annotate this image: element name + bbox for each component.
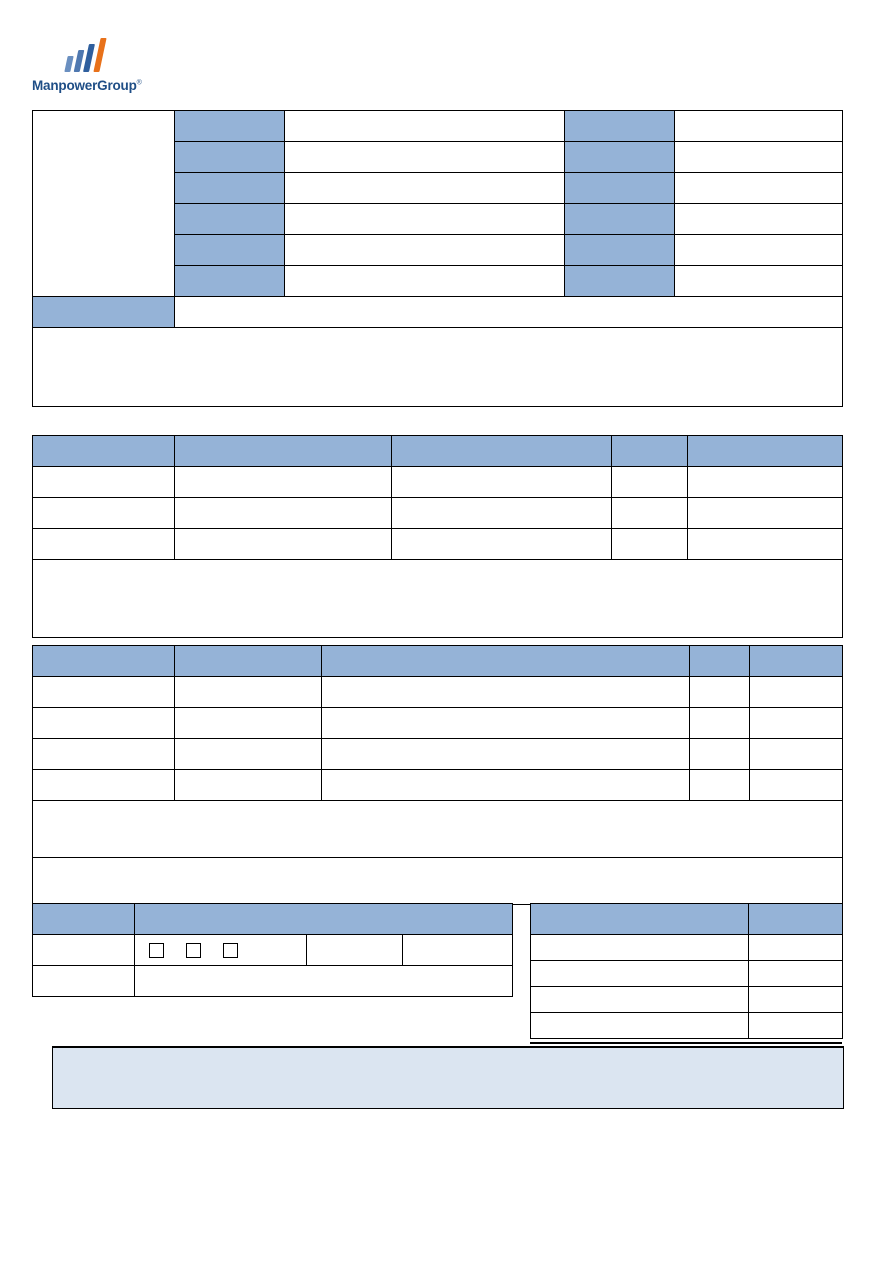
logo-wordmark [32, 78, 152, 93]
role-cell-r1c4[interactable] [612, 467, 688, 498]
role-cell-r2c4[interactable] [612, 498, 688, 529]
contacts-cell-r2c2[interactable] [175, 708, 322, 739]
identity-value2-1[interactable] [675, 111, 843, 142]
bottom-divider [530, 1042, 842, 1044]
identity-value-5[interactable] [285, 235, 565, 266]
contacts-header-5 [750, 646, 843, 677]
manpowergroup-logo [32, 36, 152, 106]
table-row [33, 560, 843, 638]
identity-value2-4[interactable] [675, 204, 843, 235]
contacts-cell-r4c2[interactable] [175, 770, 322, 801]
contacts-header-3 [322, 646, 690, 677]
identity-table [32, 110, 843, 407]
identity-value-1[interactable] [285, 111, 565, 142]
role-cell-r1c1[interactable] [33, 467, 175, 498]
role-header-1 [33, 436, 175, 467]
bottom-right-header-1 [531, 904, 749, 935]
checkbox-group [135, 935, 307, 966]
summary-label [33, 297, 175, 328]
contacts-cell-r3c4[interactable] [690, 739, 750, 770]
table-row [33, 935, 513, 966]
table-row [33, 904, 513, 935]
bottom-left-header-value [135, 904, 513, 935]
table-row [531, 935, 843, 961]
contacts-cell-r2c3[interactable] [322, 708, 690, 739]
role-cell-r3c5[interactable] [688, 529, 843, 560]
role-cell-r3c4[interactable] [612, 529, 688, 560]
identity-label-5 [175, 235, 285, 266]
contacts-cell-r4c3[interactable] [322, 770, 690, 801]
table-row [33, 467, 843, 498]
identity-notes[interactable] [33, 328, 843, 407]
contacts-cell-r2c5[interactable] [750, 708, 843, 739]
identity-value2-6[interactable] [675, 266, 843, 297]
bottom-left-row2-label [33, 966, 135, 997]
contacts-cell-r3c5[interactable] [750, 739, 843, 770]
identity-value2-5[interactable] [675, 235, 843, 266]
bottom-right-cell-r4c2[interactable] [749, 1013, 843, 1039]
bottom-right-cell-r2c1[interactable] [531, 961, 749, 987]
contacts-cell-r2c1[interactable] [33, 708, 175, 739]
contacts-cell-r1c2[interactable] [175, 677, 322, 708]
checkbox-option-1[interactable] [149, 943, 164, 958]
table-row [33, 436, 843, 467]
identity-label-2 [175, 142, 285, 173]
bottom-left-table [32, 903, 513, 997]
table-row [33, 328, 843, 407]
contacts-cell-r4c4[interactable] [690, 770, 750, 801]
bottom-left-row1-right[interactable] [403, 935, 513, 966]
contacts-notes-1[interactable] [33, 801, 843, 858]
contacts-header-1 [33, 646, 175, 677]
checkbox-option-3[interactable] [223, 943, 238, 958]
identity-value-4[interactable] [285, 204, 565, 235]
role-cell-r3c3[interactable] [392, 529, 612, 560]
identity-label2-3 [565, 173, 675, 204]
role-header-4 [612, 436, 688, 467]
role-cell-r2c1[interactable] [33, 498, 175, 529]
identity-label2-5 [565, 235, 675, 266]
role-header-2 [175, 436, 392, 467]
identity-label2-4 [565, 204, 675, 235]
bottom-left-row2-value[interactable] [135, 966, 513, 997]
logo-trademark: ® [136, 79, 142, 87]
table-row [531, 1013, 843, 1039]
table-row [33, 739, 843, 770]
role-cell-r2c2[interactable] [175, 498, 392, 529]
identity-label2-6 [565, 266, 675, 297]
contacts-cell-r3c2[interactable] [175, 739, 322, 770]
bottom-right-cell-r1c2[interactable] [749, 935, 843, 961]
table-row [33, 858, 843, 905]
identity-label2-2 [565, 142, 675, 173]
bottom-right-cell-r3c1[interactable] [531, 987, 749, 1013]
table-row [33, 677, 843, 708]
role-cell-r2c5[interactable] [688, 498, 843, 529]
table-row [531, 904, 843, 935]
role-header-3 [392, 436, 612, 467]
table-row [33, 770, 843, 801]
role-cell-r3c1[interactable] [33, 529, 175, 560]
table-row [33, 966, 513, 997]
contacts-cell-r3c3[interactable] [322, 739, 690, 770]
contacts-cell-r1c1[interactable] [33, 677, 175, 708]
table-row [33, 801, 843, 858]
identity-value2-2[interactable] [675, 142, 843, 173]
identity-photo-cell[interactable] [33, 111, 175, 297]
table-row [33, 646, 843, 677]
table-row [33, 708, 843, 739]
identity-label-3 [175, 173, 285, 204]
role-cell-r3c2[interactable] [175, 529, 392, 560]
role-cell-r1c2[interactable] [175, 467, 392, 498]
bottom-left-row1-mid[interactable] [307, 935, 403, 966]
role-notes[interactable] [33, 560, 843, 638]
table-row [531, 987, 843, 1013]
checkbox-option-2[interactable] [186, 943, 201, 958]
footer-note-text [53, 1048, 843, 1064]
contacts-cell-r2c4[interactable] [690, 708, 750, 739]
bottom-right-cell-r3c2[interactable] [749, 987, 843, 1013]
bottom-right-header-2 [749, 904, 843, 935]
contacts-cell-r3c1[interactable] [33, 739, 175, 770]
summary-value[interactable] [175, 297, 843, 328]
contacts-cell-r1c3[interactable] [322, 677, 690, 708]
role-header-5 [688, 436, 843, 467]
identity-label-4 [175, 204, 285, 235]
identity-value2-3[interactable] [675, 173, 843, 204]
identity-label2-1 [565, 111, 675, 142]
bottom-right-table [530, 903, 843, 1039]
table-row [33, 529, 843, 560]
bottom-left-row1-label [33, 935, 135, 966]
identity-value-6[interactable] [285, 266, 565, 297]
contacts-cell-r4c1[interactable] [33, 770, 175, 801]
table-row [33, 297, 843, 328]
identity-value-2[interactable] [285, 142, 565, 173]
bottom-right-cell-r4c1[interactable] [531, 1013, 749, 1039]
role-table [32, 435, 843, 638]
identity-value-3[interactable] [285, 173, 565, 204]
table-row [531, 961, 843, 987]
contacts-cell-r1c4[interactable] [690, 677, 750, 708]
table-row [33, 498, 843, 529]
identity-label-6 [175, 266, 285, 297]
contacts-notes-2[interactable] [33, 858, 843, 905]
contacts-cell-r4c5[interactable] [750, 770, 843, 801]
logo-bars-icon [64, 36, 124, 72]
footer-note[interactable] [52, 1046, 844, 1109]
role-cell-r1c3[interactable] [392, 467, 612, 498]
logo-wordmark-text: ManpowerGroup [32, 78, 137, 93]
role-cell-r2c3[interactable] [392, 498, 612, 529]
bottom-right-cell-r2c2[interactable] [749, 961, 843, 987]
bottom-left-header-label [33, 904, 135, 935]
contacts-table [32, 645, 843, 905]
contacts-header-2 [175, 646, 322, 677]
bottom-right-cell-r1c1[interactable] [531, 935, 749, 961]
contacts-cell-r1c5[interactable] [750, 677, 843, 708]
identity-label-1 [175, 111, 285, 142]
table-row [33, 111, 843, 142]
role-cell-r1c5[interactable] [688, 467, 843, 498]
contacts-header-4 [690, 646, 750, 677]
